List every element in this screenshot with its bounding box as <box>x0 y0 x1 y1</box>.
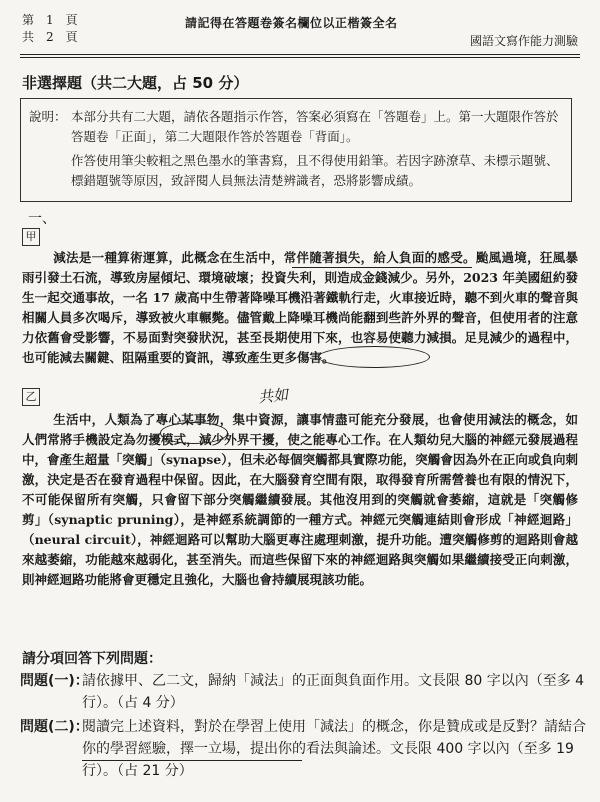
passage-marker-jia: 甲 <box>22 228 40 246</box>
header-divider-thin <box>20 57 580 58</box>
notes-label: 說明： <box>29 109 67 124</box>
header-notice <box>185 14 398 31</box>
handwritten-circle <box>318 346 430 368</box>
passage-jia: 減法是一種算術運算，此概念在生活中，常伴隨著損失，給人負面的感受。颱風過境，狂風暴雨引發土石流，導致房屋傾圮、環境破壞；投資失利，則造成金錢減少。另外，2023 年美國紐約發生一起交通事故，一名 17 歲高中生帶著降噪耳機沿著鐵軌行走，火車接近時，聽不到火車的聲音與相關人員多次喝斥，導致被火車輾斃。儘管戴上降噪耳機尚能翻到些許外界的聲音，但使用者的注意力依舊會受影響，不易面對突發狀況，甚至長期使用下來，也容易使聽力減損。足見減少的過程中，也可能減去關鍵、阻隔重要的資訊，導致產生更多傷害。 <box>22 250 578 365</box>
question-2 <box>20 716 590 796</box>
question-2-label: 問題(二)： <box>20 719 89 735</box>
handwritten-underline <box>292 267 472 268</box>
notes-paragraph-1: 本部分共有二大題，請依各題指示作答，答案必須寫在「答題卷」上。第一大題限作答於答題卷「正面」，第二大題限作答於答題卷「背面」。 <box>71 109 559 144</box>
handwritten-circle-2 <box>160 422 228 444</box>
passage-marker-yi: 乙 <box>22 388 40 406</box>
handwritten-underline-2 <box>158 449 338 450</box>
handwritten-note: 共如 <box>257 385 289 407</box>
question-2-text: 閱讀完上述資料，對於在學習上使用「減法」的概念，你是贊成或是反對？請結合你的學習經驗，擇一立場，提出你的看法與論述。文長限 400 字以內（至多 19 行）。（占 21 分） <box>82 719 586 779</box>
header-notice-text: 請記得在答題卷簽名欄位以正楷簽全名 <box>185 16 398 30</box>
page-info <box>22 12 78 46</box>
exam-name: 國語文寫作能力測驗 <box>469 34 578 48</box>
notes-box <box>20 98 572 202</box>
total-pages: 共 2 頁 <box>22 30 78 44</box>
instructions-header: 請分項回答下列問題： <box>22 651 162 667</box>
question-1-text: 請依據甲、乙二文，歸納「減法」的正面與負面作用。文長限 80 字以內（至多 4 行）。（占 4 分） <box>82 673 585 711</box>
passage-yi: 生活中，人類為了專心某事物，集中資源，讓事情盡可能充分發展，也會使用減法的概念，如人們常將手機設定為勿擾模式，減少外界干擾，使之能專心工作。在人類幼兒大腦的神經元發展過程中，會產生超量「突觸」（synapse），但未必每個突觸都具實際功能，突觸會因為外在正向或負向刺激，決定是否在發育過程中保留。因此，在大腦發育空間有限，取得發育所需營養也有限的情況下，不可能保留所有突觸，只會留下部分突觸繼續發展。其他沒用到的突觸就會萎縮，這就是「突觸修剪」（synaptic pruning），是神經系統調節的一種方式。神經元突觸連結則會形成「神經迴路」（neural circuit），神經迴路可以幫助大腦更專注處理刺激，提升功能。遭突觸修剪的迴路則會越來越萎縮，功能越來越弱化，甚至消失。而這些保留下來的神經迴路與突觸如果繼續接受正向刺激，則神經迴路功能將會更穩定且強化，大腦也會持續展現該功能。 <box>22 412 578 587</box>
notes-paragraph-2: 作答使用筆尖較粗之黑色墨水的筆書寫，且不得使用鉛筆。若因字跡潦草、未標示題號、標錯題號等原因，致評閱人員無法清楚辨識者，恐將影響成績。 <box>71 153 559 188</box>
header-divider <box>20 54 580 55</box>
handwritten-underline-3 <box>82 760 302 761</box>
question-number: 一、 <box>28 211 56 227</box>
page-number: 第 1 頁 <box>22 13 78 27</box>
question-1-label: 問題(一)： <box>20 673 89 689</box>
section-title: 非選擇題（共二大題，占 50 分） <box>22 74 249 92</box>
question-1 <box>20 670 590 714</box>
